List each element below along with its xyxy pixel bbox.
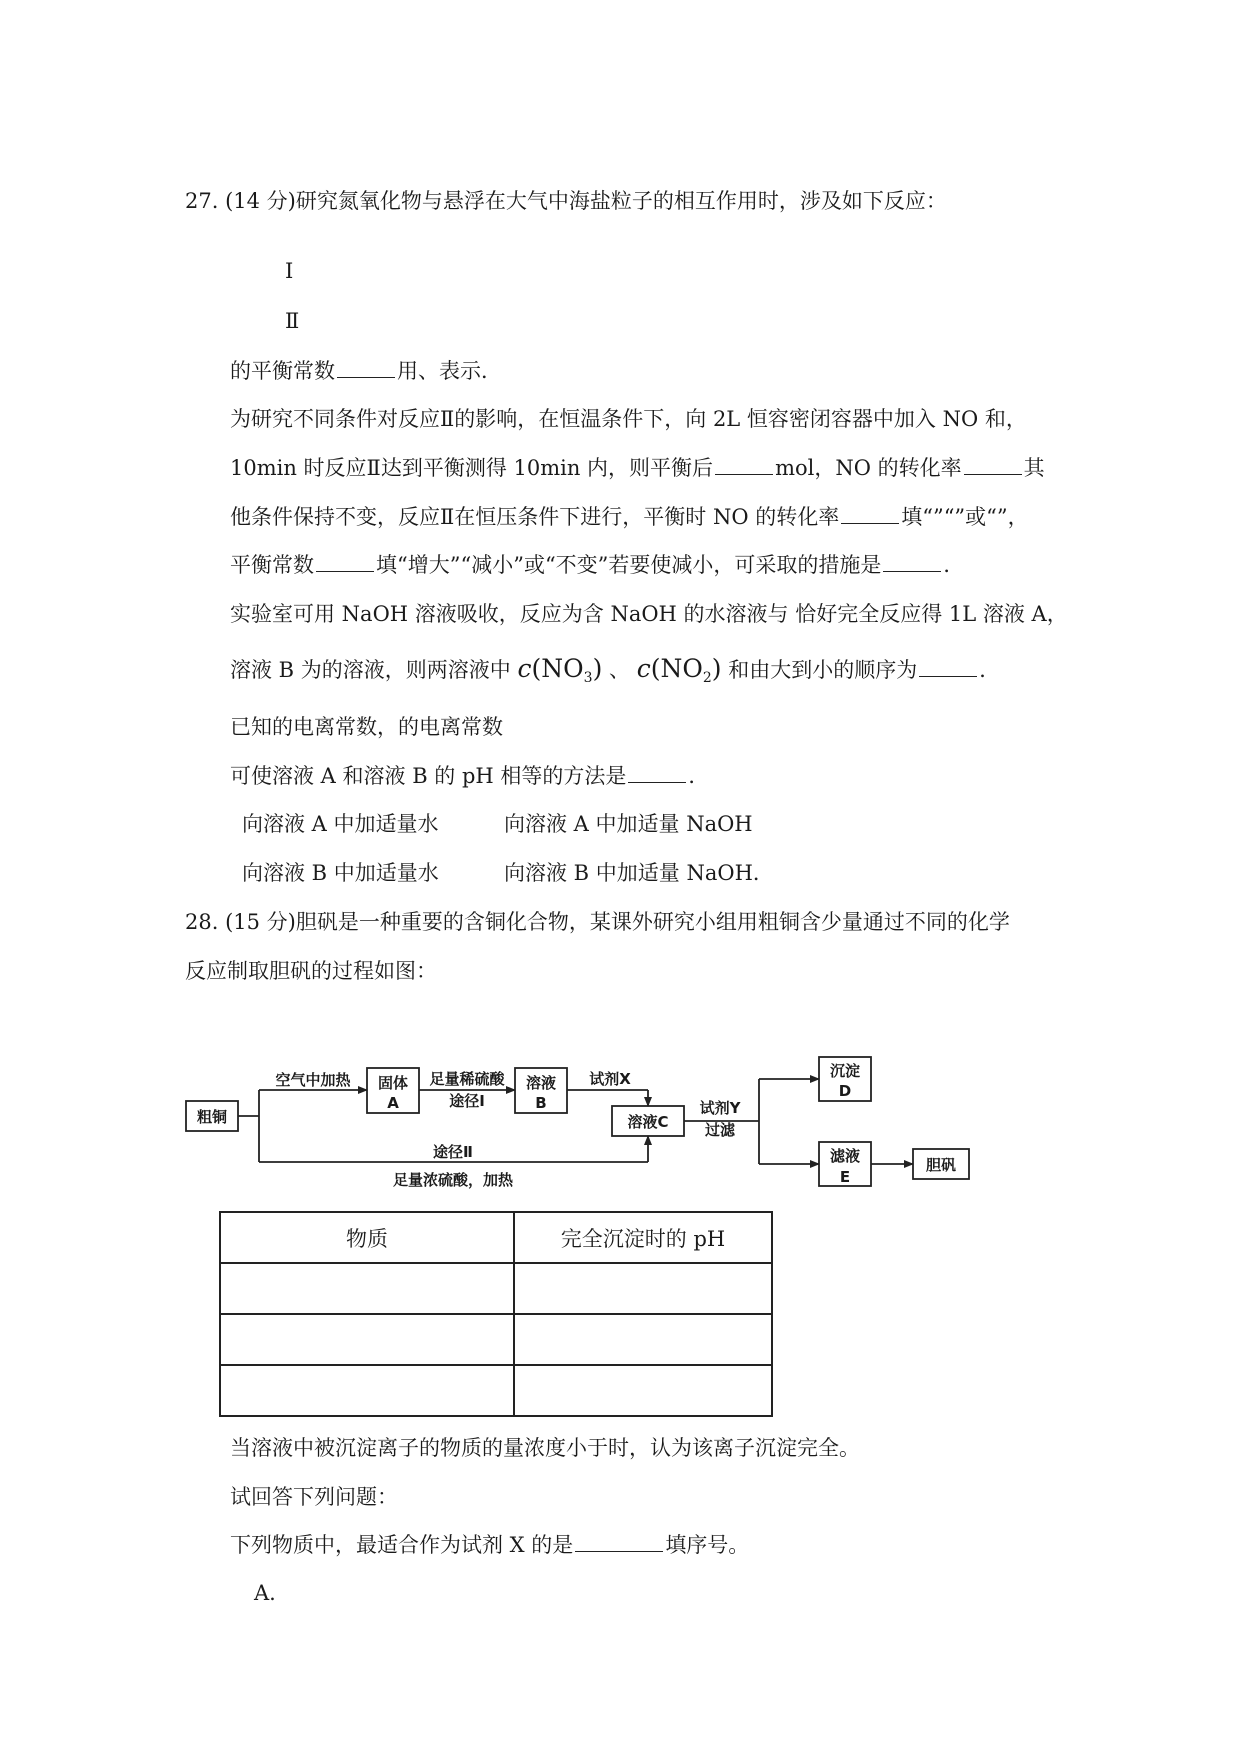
q27-l4b: 填“”“”或“”， [901,505,1029,529]
option-a1: 向溶液 A 中加适量水 [242,812,439,836]
q27-l4a: 他条件保持不变，反应Ⅱ在恒压条件下进行，平衡时 NO 的转化率 [230,505,840,529]
answer-blank[interactable] [628,762,686,783]
q27-l5b: 填“增大”“减小”或“不变”若要使减小，可采取的措施是 [376,553,882,577]
q27-l5a: 平衡常数 [230,553,314,577]
q27-line-6: 实验室可用 NaOH 溶液吸收，反应为含 NaOH 的水溶液与 恰好完全反应得 1L 溶液 A， [230,602,1068,626]
q27-header: 27. (14 分)研究氮氧化物与悬浮在大气中海盐粒子的相互作用时，涉及如下反应： [185,189,947,213]
table-row [220,1263,772,1314]
q27-l3c: 其 [1023,456,1045,480]
answer-blank[interactable] [337,357,395,378]
q28-q1b: 填序号。 [665,1533,750,1557]
q27-line-7 [230,655,1000,692]
label-product: 胆矾 [925,1156,957,1174]
q28-note: 当溶液中被沉淀离子的物质的量浓度小于时，认为该离子沉淀完全。 [230,1436,860,1460]
label-dilute-acid: 足量稀硫酸 [429,1070,505,1088]
label-filtrate-id: E [839,1168,851,1186]
label-solution-b: 溶液 [525,1074,557,1092]
q28-question-1 [230,1531,749,1559]
q27-l3b: mol，NO 的转化率 [775,456,962,480]
label-reagent-y: 试剂Y [699,1099,741,1117]
answer-blank[interactable] [316,551,374,572]
q28-header-1: 28. (15 分)胆矾是一种重要的含铜化合物，某课外研究小组用粗铜含少量通过不同的化学 [185,910,1010,934]
label-heat-in-air: 空气中加热 [275,1071,351,1089]
q27-l3a: 10min 时反应Ⅱ达到平衡测得 10min 内，则平衡后 [230,456,714,480]
q27-l7b: 、 [609,658,631,682]
label-solid-id: A [387,1094,399,1112]
q28-option-a: A. [254,1581,276,1605]
q27-l5c: ． [943,553,965,577]
q27-l7d: ． [979,658,1001,682]
option-b1: 向溶液 B 中加适量水 [242,861,439,885]
q27-l1a: 的平衡常数 [230,359,335,383]
q27-line-9 [230,762,709,790]
answer-blank[interactable] [964,454,1022,475]
q27-line-2: 为研究不同条件对反应Ⅱ的影响，在恒温条件下，向 2L 恒容密闭容器中加入 NO 和， [230,407,1027,431]
answer-blank[interactable] [841,503,899,524]
option-b2: 向溶液 B 中加适量 NaOH． [504,861,774,885]
q27-l1b: 用、表示． [397,359,502,383]
answer-blank[interactable] [883,551,941,572]
ph-table [219,1211,773,1417]
q28-header-2: 反应制取胆矾的过程如图： [185,959,437,983]
answer-blank[interactable] [575,1531,663,1552]
answer-blank[interactable] [919,656,977,677]
q27-line-8: 已知的电离常数，的电离常数 [230,715,503,739]
label-precipitate-id: D [838,1082,852,1100]
q27-l9b: ． [688,764,710,788]
label-route1: 途径Ⅰ [449,1092,485,1110]
label-crude-copper: 粗铜 [196,1108,228,1126]
q28-q1a: 下列物质中，最适合作为试剂 X 的是 [230,1533,574,1557]
table-header-ph: 完全沉淀时的 pH [514,1212,772,1263]
label-conc-acid: 足量浓硫酸，加热 [392,1171,514,1189]
process-flow-diagram [185,1056,975,1196]
table-row [220,1314,772,1365]
label-solution-b-id: B [535,1094,547,1112]
label-solid: 固体 [377,1074,409,1092]
label-precipitate: 沉淀 [829,1062,861,1080]
label-filter: 过滤 [704,1121,736,1139]
answer-blank[interactable] [715,454,773,475]
q27-l7c: 和由大到小的顺序为 [728,658,918,682]
table-header-row [220,1212,772,1263]
q27-line-1 [230,357,502,385]
reaction-1-label: Ⅰ [285,259,294,283]
nitrite-concentration: $c(NO_2)$ [636,654,722,687]
label-filtrate: 滤液 [829,1147,861,1165]
option-a2: 向溶液 A 中加适量 NaOH [504,812,753,836]
q27-line-5 [230,551,964,579]
q27-line-4 [230,503,1029,531]
label-route2: 途径Ⅱ [433,1143,473,1161]
q28-prompt: 试回答下列问题： [230,1485,398,1509]
label-solution-c: 溶液C [627,1113,669,1131]
table-header-substance: 物质 [220,1212,514,1263]
reaction-2-label: Ⅱ [285,309,300,333]
label-reagent-x: 试剂X [589,1070,631,1088]
q27-line-3 [230,454,1045,482]
table-row [220,1365,772,1416]
q27-l7a: 溶液 B 为的溶液，则两溶液中 [230,658,511,682]
q27-l9a: 可使溶液 A 和溶液 B 的 pH 相等的方法是 [230,764,627,788]
nitrate-concentration: $c(NO_3)$ [517,654,603,687]
